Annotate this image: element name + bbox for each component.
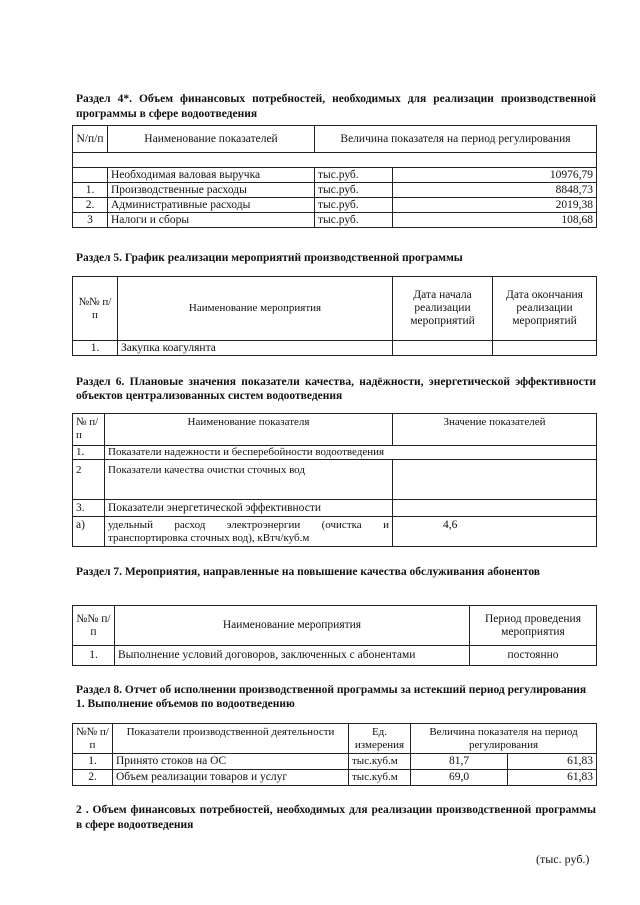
cell-name: Административные расходы: [108, 198, 315, 213]
cell-num: 1.: [73, 754, 113, 770]
cell-num: 2.: [73, 770, 113, 786]
section5-table: [72, 276, 597, 356]
section8-table: [72, 723, 597, 786]
cell-num: 1.: [73, 446, 105, 460]
table-row: [73, 341, 597, 356]
table-row: [73, 183, 597, 198]
header-period: Период проведения мероприятия: [470, 606, 597, 646]
table-row: [73, 517, 597, 547]
header-num: № п/п: [73, 414, 105, 446]
section6-table: [72, 413, 597, 547]
section5-heading: Раздел 5. График реализации мероприятий производственной программы: [76, 252, 463, 264]
cell-num: 2.: [73, 198, 108, 213]
table-row: [73, 198, 597, 213]
table-row: [73, 446, 597, 460]
table-row: [73, 460, 597, 500]
cell-value-2: 61,83: [508, 754, 597, 770]
cell-start-date: [393, 341, 493, 356]
cell-value-1: 69,0: [411, 770, 508, 786]
units-note: (тыс. руб.): [536, 852, 590, 866]
header-num: N/п/п: [73, 126, 108, 153]
table-header-row: [73, 277, 597, 341]
cell-num: 3.: [73, 500, 105, 517]
cell-value-2: 61,83: [508, 770, 597, 786]
cell-unit: тыс.руб.: [315, 198, 393, 213]
section8-heading: Раздел 8. Отчет об исполнении производственной программы за истекший период регулирования: [76, 684, 587, 696]
section6-heading-line1: Раздел 6. Плановые значения показатели качества, надёжности, энергетической эффективности: [76, 376, 596, 388]
cell-name: Показатели качества очистки сточных вод: [105, 460, 393, 500]
section4-table: [72, 125, 597, 228]
table-row: [73, 770, 597, 786]
cell-value: 2019,38: [393, 198, 597, 213]
table-row: [73, 168, 597, 183]
table-row: [73, 646, 597, 666]
header-value: Значение показателей: [393, 414, 597, 446]
section7-heading: Раздел 7. Мероприятия, направленные на повышение качества обслуживания абонентов: [76, 566, 541, 578]
cell-name-line1: удельный расход электроэнергии (очистка и: [108, 519, 389, 531]
cell-value: [393, 500, 597, 517]
section8-sub2-line2: в сфере водоотведения: [76, 819, 194, 831]
cell-name-line2: транспортировка сточных вод), кВтч/куб.м: [108, 532, 310, 544]
table-header-row: [73, 606, 597, 646]
header-start-date: Дата начала реализации мероприятий: [393, 277, 493, 341]
cell-unit: тыс.руб.: [315, 213, 393, 228]
cell-name: Выполнение условий договоров, заключенных с абонентами: [115, 646, 470, 666]
cell-num: 1.: [73, 646, 115, 666]
cell-name: Показатели энергетической эффективности: [105, 500, 393, 517]
cell-name: [105, 517, 393, 547]
header-end-date: Дата окончания реализации мероприятий: [493, 277, 597, 341]
cell-unit: тыс.куб.м: [349, 770, 411, 786]
cell-value: 10976,79: [393, 168, 597, 183]
section4-heading-line2: программы в сфере водоотведения: [76, 108, 258, 120]
cell-value: 8848,73: [393, 183, 597, 198]
cell-unit: тыс.руб.: [315, 183, 393, 198]
cell-num: 3: [73, 213, 108, 228]
section8-sub2-line1: 2 . Объем финансовых потребностей, необходимых для реализации производственной программы: [76, 804, 596, 816]
section6-heading-line2: объектов централизованных систем водоотведения: [76, 390, 343, 402]
cell-value: 4,6: [393, 517, 597, 547]
cell-value: 108,68: [393, 213, 597, 228]
section8-subheading: 1. Выполнение объемов по водоотведению: [76, 698, 295, 710]
cell-name: Налоги и сборы: [108, 213, 315, 228]
header-name: Наименование мероприятия: [115, 606, 470, 646]
table-spacer: [73, 153, 597, 168]
cell-name: Показатели надежности и бесперебойности водоотведения: [105, 446, 597, 460]
header-name: Наименование показателей: [108, 126, 315, 153]
header-name: Наименование мероприятия: [118, 277, 393, 341]
cell-name: Принято стоков на ОС: [113, 754, 349, 770]
cell-num: [73, 168, 108, 183]
header-num: №№ п/п: [73, 606, 115, 646]
cell-unit: тыс.руб.: [315, 168, 393, 183]
header-num: №№ п/п: [73, 277, 118, 341]
cell-name: Объем реализации товаров и услуг: [113, 770, 349, 786]
table-header-row: [73, 414, 597, 446]
cell-period: постоянно: [470, 646, 597, 666]
cell-name: Закупка коагулянта: [118, 341, 393, 356]
table-row: [73, 754, 597, 770]
cell-num: 1.: [73, 341, 118, 356]
cell-num: а): [73, 517, 105, 547]
cell-num: 2: [73, 460, 105, 500]
header-name: Показатели производственной деятельности: [113, 724, 349, 754]
section7-table: [72, 605, 597, 666]
table-header-row: [73, 126, 597, 153]
cell-value-1: 81,7: [411, 754, 508, 770]
header-name: Наименование показателя: [105, 414, 393, 446]
cell-name: Необходимая валовая выручка: [108, 168, 315, 183]
header-value: Величина показателя на период регулирования: [315, 126, 597, 153]
header-unit: Ед. измерения: [349, 724, 411, 754]
cell-value: [393, 460, 597, 500]
cell-unit: тыс.куб.м: [349, 754, 411, 770]
header-value: Величина показателя на период регулирования: [411, 724, 597, 754]
cell-name: Производственные расходы: [108, 183, 315, 198]
section4-heading-line1: Раздел 4*. Объем финансовых потребностей, необходимых для реализации производственной: [76, 93, 596, 105]
cell-end-date: [493, 341, 597, 356]
table-header-row: [73, 724, 597, 754]
table-row: [73, 500, 597, 517]
header-num: №№ п/п: [73, 724, 113, 754]
table-row: [73, 213, 597, 228]
cell-num: 1.: [73, 183, 108, 198]
